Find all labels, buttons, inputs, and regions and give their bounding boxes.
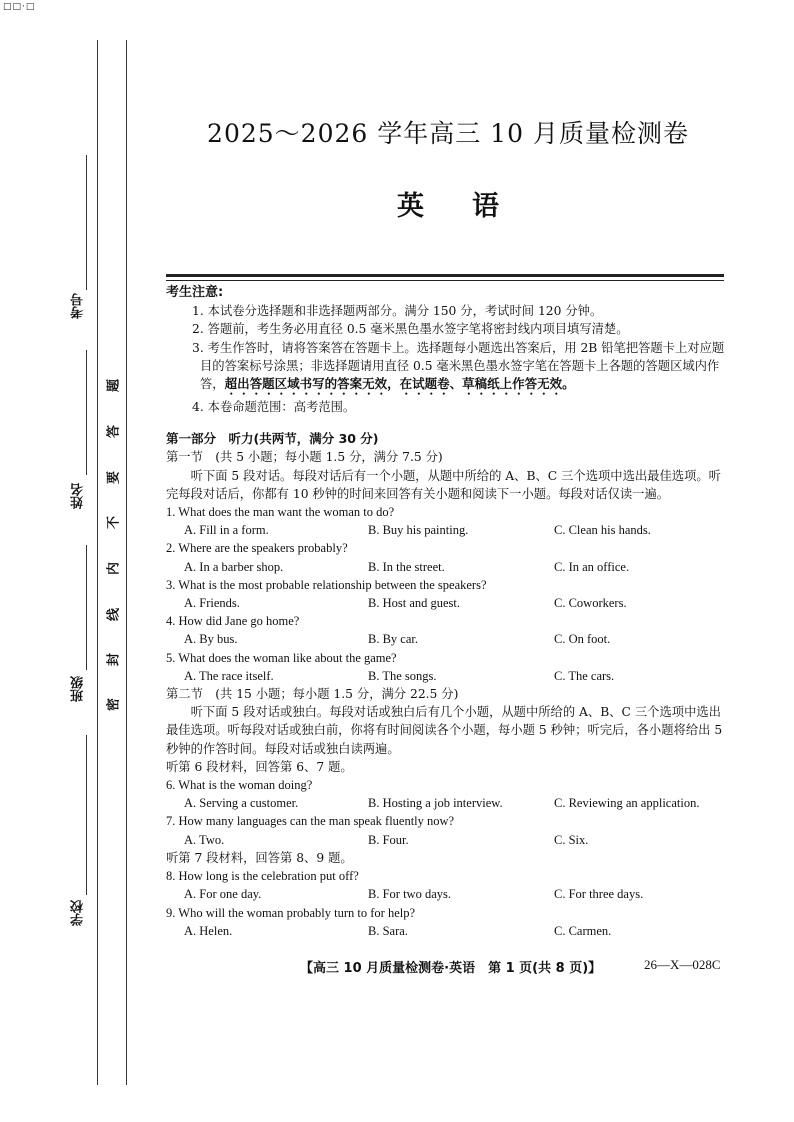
notice-item-text: 3. 考生作答时，请将答案答在答题卡上。选择题每小题选出答案后，用 2B 铅笔把答题卡上对应题目的答案标号涂黑；非选择题请用直径 0.5 毫米黑色墨水签字笔在答题卡上各题的答题区域内作答， (192, 340, 725, 392)
option-b: B. Sara. (368, 923, 408, 938)
question (166, 503, 728, 539)
notice-emphasis: 超出答题区域书写的答案无效，在试题卷、草稿纸上作答无效。 (224, 376, 575, 392)
question-options (166, 558, 728, 576)
question-stem: 4. How did Jane go home? (166, 614, 300, 629)
question-stem: 6. What is the woman doing? (166, 778, 313, 793)
option-b: B. For two days. (368, 887, 451, 902)
question (166, 867, 728, 903)
question-stem: 5. What does the woman like about the game? (166, 650, 397, 665)
school-label: 学校 (71, 900, 86, 926)
option-c: C. Carmen. (554, 923, 612, 938)
name-label: 姓名 (71, 483, 86, 509)
section1-title: 第一节 (共 5 小题；每小题 1.5 分，满分 7.5 分) (166, 450, 443, 465)
option-a: A. By bus. (184, 632, 238, 647)
header-rule-thick (166, 274, 724, 277)
binding-line-inner (97, 40, 98, 1085)
option-c: C. The cars. (554, 668, 615, 683)
option-c: C. For three days. (554, 887, 644, 902)
question (166, 776, 728, 812)
material-heading: 听第 7 段材料，回答第 8、9 题。 (166, 850, 353, 865)
option-a: A. The race itself. (184, 668, 274, 683)
question (166, 612, 728, 648)
question (166, 576, 728, 612)
question-options (166, 885, 728, 903)
option-c: C. Clean his hands. (554, 523, 651, 538)
option-c: C. Reviewing an application. (554, 796, 700, 811)
option-b: B. Buy his painting. (368, 523, 469, 538)
exam-number-label: 考号 (71, 293, 86, 319)
question-options (166, 922, 728, 940)
seal-char: 密 (106, 698, 122, 712)
seal-char: 题 (106, 379, 122, 393)
section2-instructions: 听下面 5 段对话或独白。每段对话或独白后有几个小题，从题中所给的 A、B、C 三个选项中选出最佳选项。听每段对话或独白前，你将有时间阅读各个小题，每小题 5 秒钟；听完后，各小题将给出 5 秒钟的作答时间。每段对话或独白读两遍。 (166, 705, 723, 756)
option-c: C. On foot. (554, 632, 611, 647)
material-heading: 听第 6 段材料，回答第 6、7 题。 (166, 759, 353, 774)
notice-title: 考生注意: (166, 285, 224, 300)
option-b: B. In the street. (368, 559, 445, 574)
school-line (86, 735, 87, 895)
seal-char: 封 (106, 653, 122, 667)
question-options (166, 667, 728, 685)
section1-instructions: 听下面 5 段对话。每段对话后有一个小题，从题中所给的 A、B、C 三个选项中选出最佳选项。听完每段对话后，你都有 10 秒钟的时间来回答有关小题和阅读下一小题。每段对话仅读一遍。 (166, 468, 721, 501)
question-stem: 3. What is the most probable relationship between the speakers? (166, 577, 487, 592)
option-a: A. For one day. (184, 887, 262, 902)
section2-title: 第二节 (共 15 小题；每小题 1.5 分，满分 22.5 分) (166, 687, 459, 702)
seal-char: 线 (106, 608, 122, 622)
page-title: 2025～2026 学年高三 10 月质量检测卷 (207, 119, 689, 148)
option-b: B. Four. (368, 832, 409, 847)
option-b: B. Hosting a job interview. (368, 796, 503, 811)
class-label: 班级 (71, 676, 86, 702)
subject-heading: 英语 (397, 191, 547, 222)
option-a: A. Serving a customer. (184, 796, 299, 811)
option-c: C. In an office. (554, 559, 630, 574)
option-a: A. Friends. (184, 596, 240, 611)
notice-item: 1. 本试卷分选择题和非选择题两部分。满分 150 分，考试时间 120 分钟。 (192, 304, 603, 319)
question-stem: 1. What does the man want the woman to do? (166, 505, 395, 520)
option-b: B. By car. (368, 632, 418, 647)
exam-content (166, 284, 728, 940)
question-stem: 8. How long is the celebration put off? (166, 869, 359, 884)
question-options (166, 831, 728, 849)
option-a: A. Two. (184, 832, 225, 847)
page-footer: 【高三 10 月质量检测卷·英语 第 1 页(共 8 页)】 (300, 961, 602, 976)
name-line (86, 350, 87, 475)
question (166, 904, 728, 940)
option-a: A. Helen. (184, 923, 233, 938)
option-c: C. Six. (554, 832, 589, 847)
corner-mark: □□·□ (3, 2, 36, 12)
paper-code: 26—X—028C (644, 957, 721, 972)
notice-item: 2. 答题前，考生务必用直径 0.5 毫米黑色墨水签字笔将密封线内项目填写清楚。 (192, 322, 629, 337)
question-options (166, 594, 728, 612)
question-options (166, 794, 728, 812)
seal-char: 内 (106, 562, 122, 576)
notice-item: 4. 本卷命题范围：高考范围。 (192, 400, 356, 415)
seal-char: 要 (106, 471, 122, 485)
part1-title: 第一部分 听力(共两节，满分 30 分) (166, 431, 379, 447)
notice-item (174, 339, 728, 398)
option-b: B. The songs. (368, 668, 437, 683)
question-stem: 2. Where are the speakers probably? (166, 541, 348, 556)
option-a: A. Fill in a form. (184, 523, 269, 538)
option-a: A. In a barber shop. (184, 559, 284, 574)
option-c: C. Coworkers. (554, 596, 627, 611)
option-b: B. Host and guest. (368, 596, 461, 611)
question-stem: 9. Who will the woman probably turn to for help? (166, 905, 416, 920)
question (166, 649, 728, 685)
exam-number-line (86, 155, 87, 290)
class-line (86, 545, 87, 670)
header-rule-thin (166, 280, 724, 281)
question (166, 812, 728, 848)
binding-line-outer (126, 40, 127, 1085)
seal-char: 答 (106, 425, 122, 439)
question-options (166, 630, 728, 648)
question-stem: 7. How many languages can the man speak fluently now? (166, 814, 455, 829)
question (166, 539, 728, 575)
seal-char: 不 (106, 516, 122, 530)
question-options (166, 521, 728, 539)
